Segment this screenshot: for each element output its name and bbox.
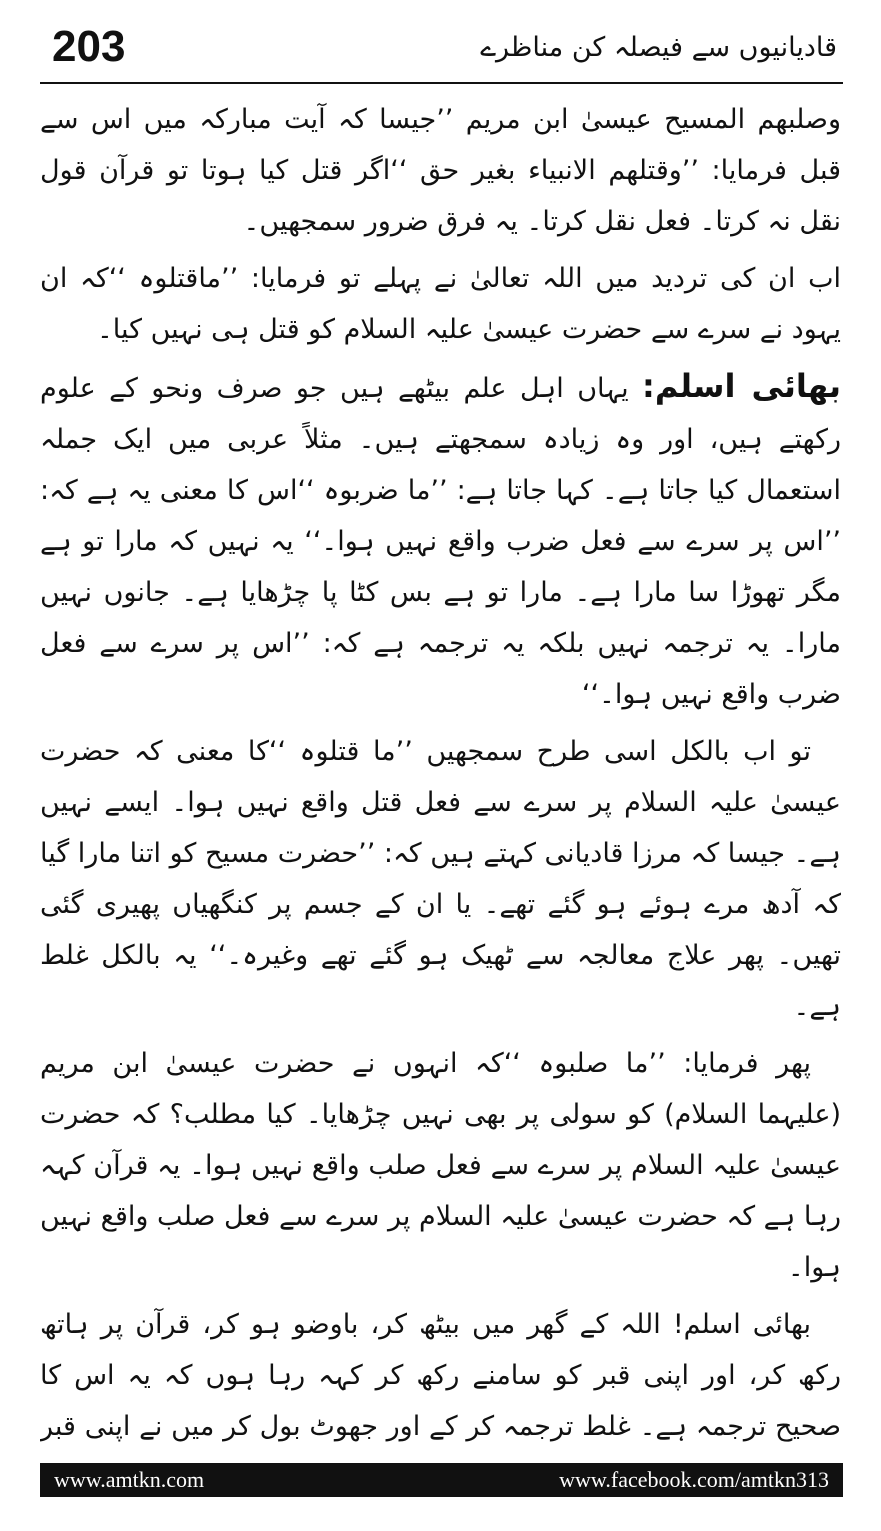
paragraph-4: تو اب بالکل اسی طرح سمجھیں ’’ما قتلوہ ‘‘کا معنی کہ حضرت عیسیٰ علیہ السلام پر سرے سے فعل قتل واقع نہیں ہوا۔ ایسے نہیں ہے۔ جیسا کہ مرزا قادیانی کہتے ہیں کہ: ’’حضرت مسیح کو اتنا مارا گیا کہ آدھ مرے ہوئے ہو گئے تھے۔ یا ان کے جسم پر کنگھیاں پھیری گئی تھیں۔ پھر علاج معالجہ سے ٹھیک ہو گئے تھے وغیرہ۔‘‘ یہ بالکل غلط ہے۔: [40, 736, 841, 1022]
footer-website-link[interactable]: www.amtkn.com: [54, 1467, 205, 1492]
footer-bar: [40, 1463, 843, 1497]
paragraph-6: بھائی اسلم! اللہ کے گھر میں بیٹھ کر، باوضو ہو کر، قرآن پر ہاتھ رکھ کر، اور اپنی قبر کو سامنے رکھ کر کہہ رہا ہوں کہ یہ اس کا صحیح ترجمہ ہے۔ غلط ترجمہ کر کے اور جھوٹ بول کر میں نے اپنی قبر: [40, 1309, 841, 1442]
header-divider: [40, 82, 843, 84]
paragraph-1: وصلبهم المسیح عیسیٰ ابن مریم ’’جیسا کہ آیت مبارکہ میں اس سے قبل فرمایا: ’’وقتلهم الانبیاء بغیر حق ‘‘اگر قتل کیا ہوتا تو قرآن قول نقل نہ کرتا۔ فعل نقل کرتا۔ یہ فرق ضرور سمجھیں۔: [40, 104, 841, 237]
paragraph-3-text: یہاں اہل علم بیٹھے ہیں جو صرف ونحو کے علوم رکھتے ہیں، اور وہ زیادہ سمجھتے ہیں۔ مثلاً عربی میں ایک جملہ استعمال کیا جاتا ہے۔ کہا جاتا ہے: ’’ما ضربوہ ‘‘اس کا معنی یہ ہے کہ: ’’اس پر سرے سے فعل ضرب واقع نہیں ہوا۔‘‘ یہ نہیں کہ مارا تو ہے مگر تھوڑا سا مارا ہے۔ مارا تو ہے بس کٹا پا چڑھایا ہے۔ جانوں نہیں مارا۔ یہ ترجمہ نہیں بلکہ یہ ترجمہ ہے کہ: ’’اس پر سرے سے فعل ضرب واقع نہیں ہوا۔‘‘: [40, 373, 841, 710]
page-body: [40, 94, 841, 1444]
running-title: قادیانیوں سے فیصلہ کن مناظرے: [480, 32, 837, 63]
paragraph-5: پھر فرمایا: ’’ما صلبوہ ‘‘کہ انہوں نے حضرت عیسیٰ ابن مریم (علیہما السلام) کو سولی پر بھی نہیں چڑھایا۔ کیا مطلب؟ کہ حضرت عیسیٰ علیہ السلام پر سرے سے فعل صلب واقع نہیں ہوا۔ یہ قرآن کہہ رہا ہے کہ حضرت عیسیٰ علیہ السلام پر سرے سے فعل صلب واقع نہیں ہوا۔: [40, 1048, 841, 1283]
paragraph-3: [40, 361, 841, 720]
footer-facebook-link[interactable]: www.facebook.com/amtkn313: [559, 1467, 829, 1492]
paragraph-2: اب ان کی تردید میں اللہ تعالیٰ نے پہلے تو فرمایا: ’’ماقتلوہ ‘‘کہ ان یہود نے سرے سے حضرت عیسیٰ علیہ السلام کو قتل ہی نہیں کیا۔: [40, 263, 841, 345]
speaker-label: بھائی اسلم:: [642, 367, 841, 405]
page-number: 203: [52, 22, 126, 71]
